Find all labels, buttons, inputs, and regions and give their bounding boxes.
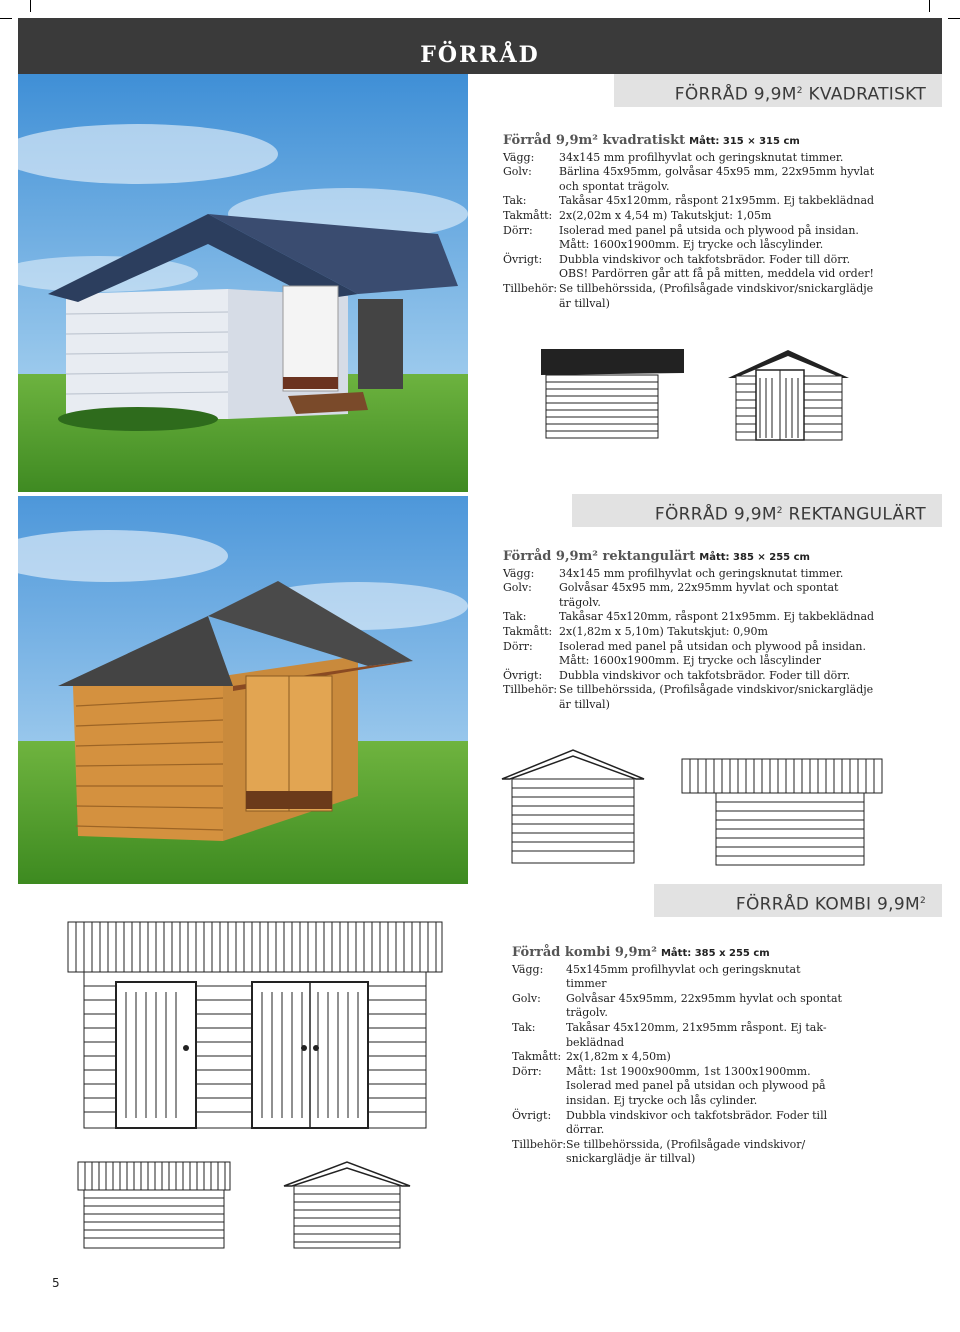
section-title-kvadratiskt: FÖRRÅD $9,9M^2$ KVADRATISKT <box>614 74 942 107</box>
spec-heading: Förråd 9,9m² kvadratiskt Mått: 315 × 315 cm <box>503 133 800 148</box>
spec-row: Dörr: Isolerad med panel på utsidan och plywood på insidan. <box>503 639 867 653</box>
crop-mark <box>30 0 31 12</box>
spec-row: Golv: Golvåsar 45x95mm, 22x95mm hyvlat och spontat trägolv. <box>512 991 842 1020</box>
section-title-rektangulart: FÖRRÅD $9,9M^2$ REKTANGULÄRT <box>572 494 942 527</box>
spec-row: Tak: Takåsar 45x120mm, 21x95mm råspont. Ej tak- beklädnad <box>512 1020 827 1049</box>
spec-row: Vägg: 34x145 mm profilhyvlat och geringsknutat timmer. <box>503 566 844 580</box>
spec-kombi <box>512 946 842 1167</box>
spec-row: Dörr: Mått: 1st 1900x900mm, 1st 1300x1900mm. <box>512 1064 811 1078</box>
spec-row: Övrigt: Dubbla vindskivor och takfotsbrädor. Foder till dörr. <box>503 668 851 682</box>
drawing-kombi-front <box>66 920 444 1130</box>
drawing-kombi-side <box>76 1160 232 1250</box>
crop-mark <box>948 18 960 19</box>
spec-row: Mått: 1600x1900mm. Ej trycke och låscylinder. <box>559 238 824 252</box>
spec-row: Golv: Bärlina 45x95mm, golvåsar 45x95 mm, 22x95mm hyvlat och spontat trägolv. <box>503 165 875 193</box>
spec-row: Takmått: 2x(1,82m x 5,10m) Takutskjut: 0,90m <box>503 624 768 638</box>
photo-shed-rektangulart <box>18 496 468 884</box>
spec-row: Takmått: 2x(1,82m x 4,50m) <box>512 1050 671 1064</box>
drawing-gable-view <box>500 747 646 865</box>
drawing-long-side-view <box>680 757 884 867</box>
spec-row: Takmått: 2x(2,02m x 4,54 m) Takutskjut: 1,05m <box>503 208 772 222</box>
spec-row: Tillbehör: Se tillbehörssida, (Profilsågade vindskivor/ snickarglädje är tillval) <box>512 1137 806 1166</box>
page-banner <box>18 18 942 74</box>
section-title-kombi: FÖRRÅD KOMBI $9,9M^2$ <box>654 884 942 917</box>
spec-row: Tak: Takåsar 45x120mm, råspont 21x95mm. Ej takbeklädnad <box>503 610 875 624</box>
spec-rektangulart <box>503 550 883 713</box>
spec-row: Dörr: Isolerad med panel på utsida och plywood på insidan. <box>503 223 859 237</box>
drawing-kombi-gable <box>282 1160 412 1250</box>
spec-row: Isolerad med panel på utsidan och plywood på insidan. Ej trycke och lås cylinder. <box>566 1079 826 1107</box>
spec-row: Vägg: 34x145 mm profilhyvlat och geringsknutat timmer. <box>503 150 844 164</box>
spec-row: Tillbehör: Se tillbehörssida, (Profilsågade vindskivor/snickarglädje är tillval) <box>503 281 874 310</box>
spec-row: Mått: 1600x1900mm. Ej trycke och låscylinder <box>559 654 821 668</box>
photo-shed-kvadratiskt <box>18 74 468 492</box>
spec-kvadratiskt <box>503 134 883 311</box>
crop-mark <box>0 18 12 19</box>
spec-row: OBS! Pardörren går att få på mitten, meddela vid order! <box>559 267 874 281</box>
drawing-front-view <box>726 348 851 442</box>
crop-mark <box>929 0 930 12</box>
spec-row: Övrigt: Dubbla vindskivor och takfotsbrädor. Foder till dörr. <box>503 252 851 266</box>
banner-title: FÖRRÅD <box>420 42 540 68</box>
spec-row: Tillbehör: Se tillbehörssida, (Profilsågade vindskivor/snickarglädje är tillval) <box>503 683 874 711</box>
spec-row: Tak: Takåsar 45x120mm, råspont 21x95mm. Ej takbeklädnad <box>503 194 875 208</box>
spec-row: Golv: Golvåsar 45x95 mm, 22x95mm hyvlat och spontat trägolv. <box>503 581 839 609</box>
page-number: 5 <box>52 1276 60 1290</box>
spec-row: Övrigt: Dubbla vindskivor och takfotsbrädor. Foder till dörrar. <box>512 1108 828 1137</box>
drawing-side-view <box>538 345 688 440</box>
spec-heading: Förråd 9,9m² rektangulärt Mått: 385 × 255 cm <box>503 549 810 564</box>
spec-row: Vägg: 45x145mm profilhyvlat och geringsknutat timmer <box>512 962 801 991</box>
spec-heading: Förråd kombi 9,9m² Mått: 385 x 255 cm <box>512 945 770 960</box>
